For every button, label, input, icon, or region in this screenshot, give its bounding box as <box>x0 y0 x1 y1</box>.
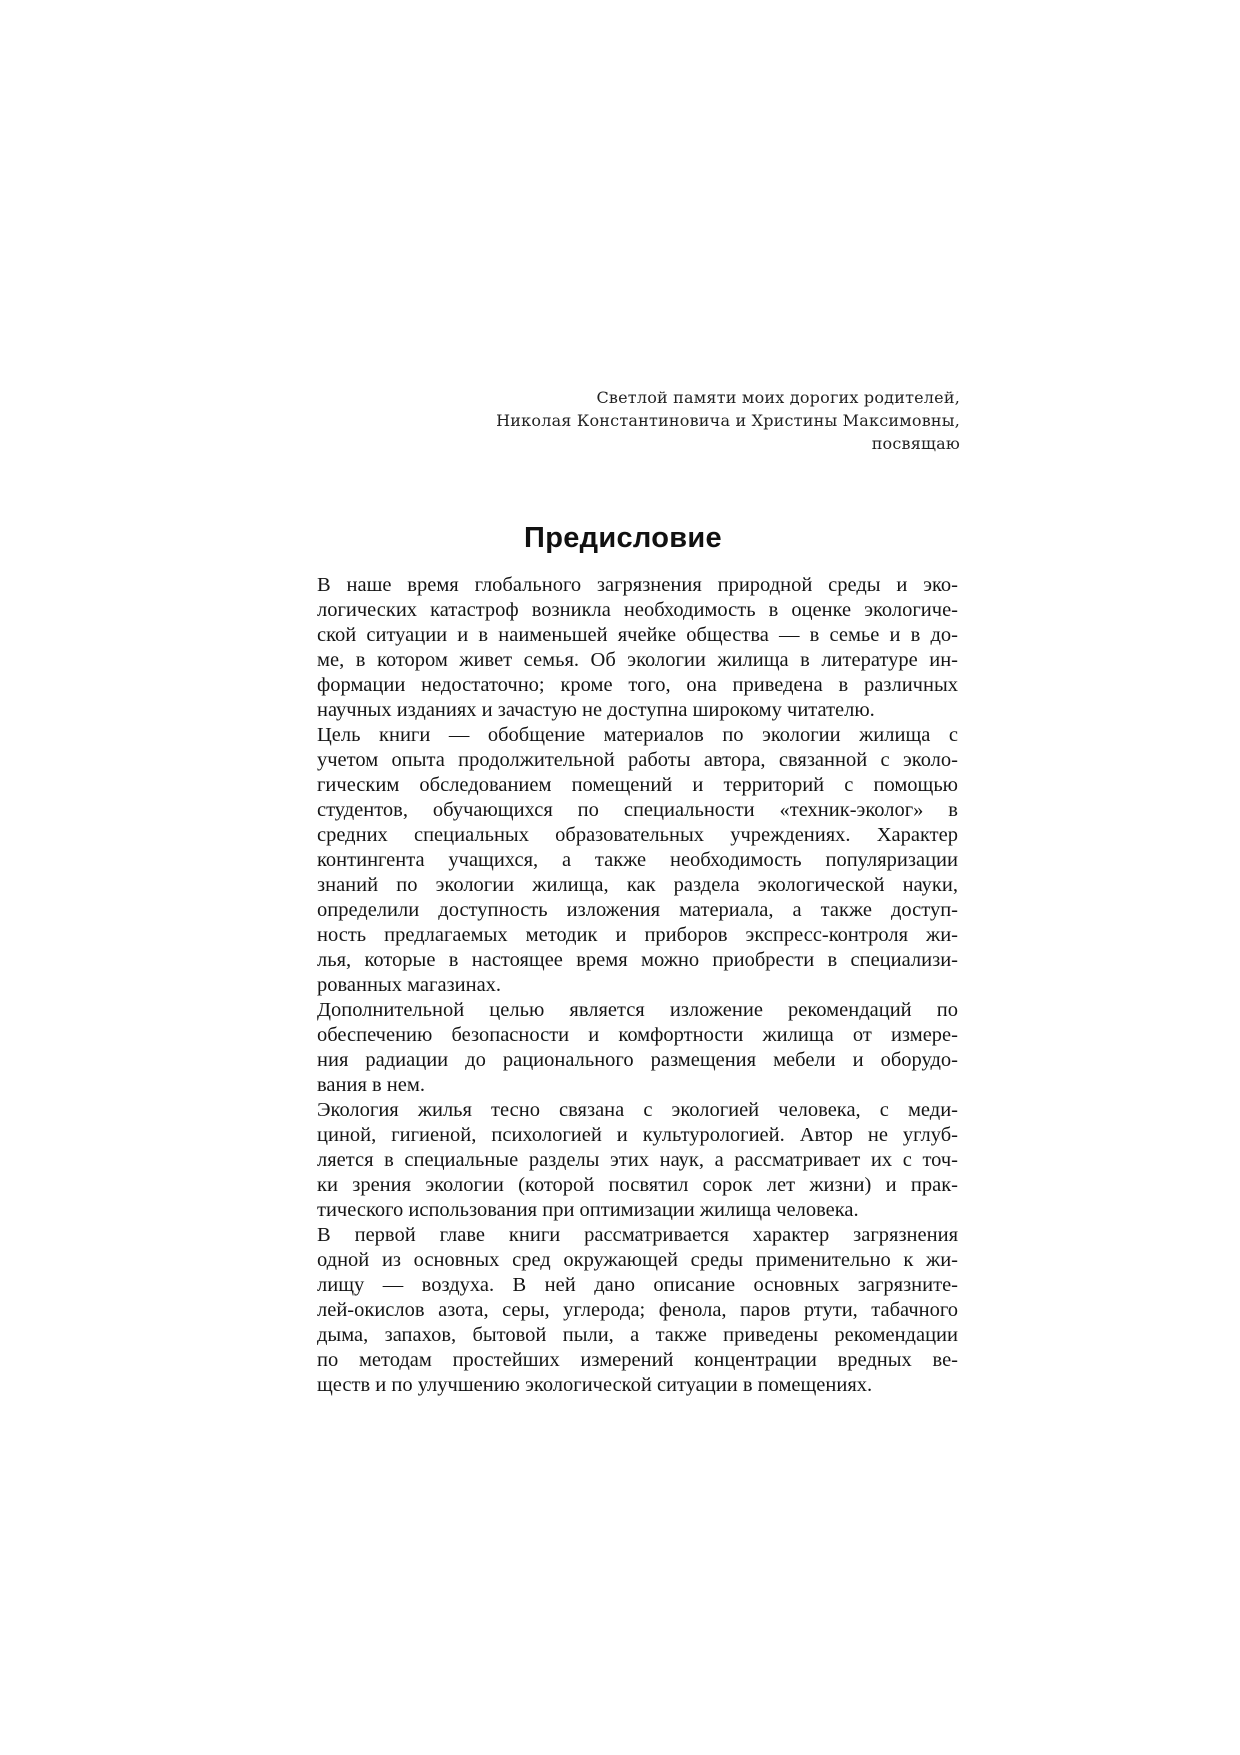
preface-body <box>283 573 958 1398</box>
text-line: ме, в котором живет семья. Об экологии жилища в литературе ин- <box>317 649 958 671</box>
text-line: ществ и по улучшению экологической ситуации в помещениях. <box>317 1374 873 1396</box>
text-line: гическим обследованием помещений и территорий с помощью <box>317 774 958 796</box>
text-line: ки зрения экологии (которой посвятил сорок лет жизни) и прак- <box>317 1174 958 1196</box>
text-line: Цель книги — обобщение материалов по экологии жилища с <box>317 724 958 746</box>
text-line: тического использования при оптимизации жилища человека. <box>317 1199 859 1221</box>
dedication-line: Николая Константиновича и Христины Максимовны, <box>496 411 960 430</box>
text-line: учетом опыта продолжительной работы автора, связанной с эколо- <box>317 749 958 771</box>
text-line: ской ситуации и в наименьшей ячейке общества — в семье и в до- <box>317 624 958 646</box>
text-line: определили доступность изложения материала, а также доступ- <box>317 899 958 921</box>
text-line: ляется в специальные разделы этих наук, а рассматривает их с точ- <box>317 1149 958 1171</box>
text-line: дыма, запахов, бытовой пыли, а также приведены рекомендации <box>317 1324 958 1346</box>
text-line: лья, которые в настоящее время можно приобрести в специализи- <box>317 949 958 971</box>
text-line: В наше время глобального загрязнения природной среды и эко- <box>317 574 958 596</box>
text-line: лей-окислов азота, серы, углерода; фенола, паров ртути, табачного <box>317 1299 958 1321</box>
text-line: ния радиации до рационального размещения мебели и оборудо- <box>317 1049 958 1071</box>
paragraph <box>283 998 958 1098</box>
text-line: знаний по экологии жилища, как раздела экологической науки, <box>317 874 958 896</box>
text-line: вания в нем. <box>317 1074 425 1096</box>
text-line: логических катастроф возникла необходимость в оценке экологиче- <box>317 599 958 621</box>
text-line: Дополнительной целью является изложение рекомендаций по <box>317 999 958 1021</box>
text-line: научных изданиях и зачастую не доступна широкому читателю. <box>317 699 875 721</box>
dedication-line: Светлой памяти моих дорогих родителей, <box>596 388 960 407</box>
paragraph <box>283 573 958 723</box>
text-line: лищу — воздуха. В ней дано описание основных загрязните- <box>317 1274 958 1296</box>
text-line: по методам простейших измерений концентрации вредных ве- <box>317 1349 958 1371</box>
text-line: рованных магазинах. <box>317 974 502 996</box>
text-line: циной, гигиеной, психологией и культурологией. Автор не углуб- <box>317 1124 958 1146</box>
chapter-title: Предисловие <box>524 522 722 554</box>
text-line: формации недостаточно; кроме того, она приведена в различных <box>317 674 958 696</box>
text-line: студентов, обучающихся по специальности «техник-эколог» в <box>317 799 958 821</box>
text-line: контингента учащихся, а также необходимость популяризации <box>317 849 958 871</box>
text-line: средних специальных образовательных учреждениях. Характер <box>317 824 958 846</box>
paragraph <box>283 723 958 998</box>
text-line: одной из основных сред окружающей среды применительно к жи- <box>317 1249 958 1271</box>
text-line: обеспечению безопасности и комфортности жилища от измере- <box>317 1024 958 1046</box>
text-line: ность предлагаемых методик и приборов экспресс-контроля жи- <box>317 924 958 946</box>
paragraph <box>283 1223 958 1398</box>
dedication <box>480 386 960 455</box>
dedication-line: посвящаю <box>871 434 960 453</box>
paragraph <box>283 1098 958 1223</box>
text-line: В первой главе книги рассматривается характер загрязнения <box>317 1224 958 1246</box>
text-line: Экология жилья тесно связана с экологией человека, с меди- <box>317 1099 958 1121</box>
